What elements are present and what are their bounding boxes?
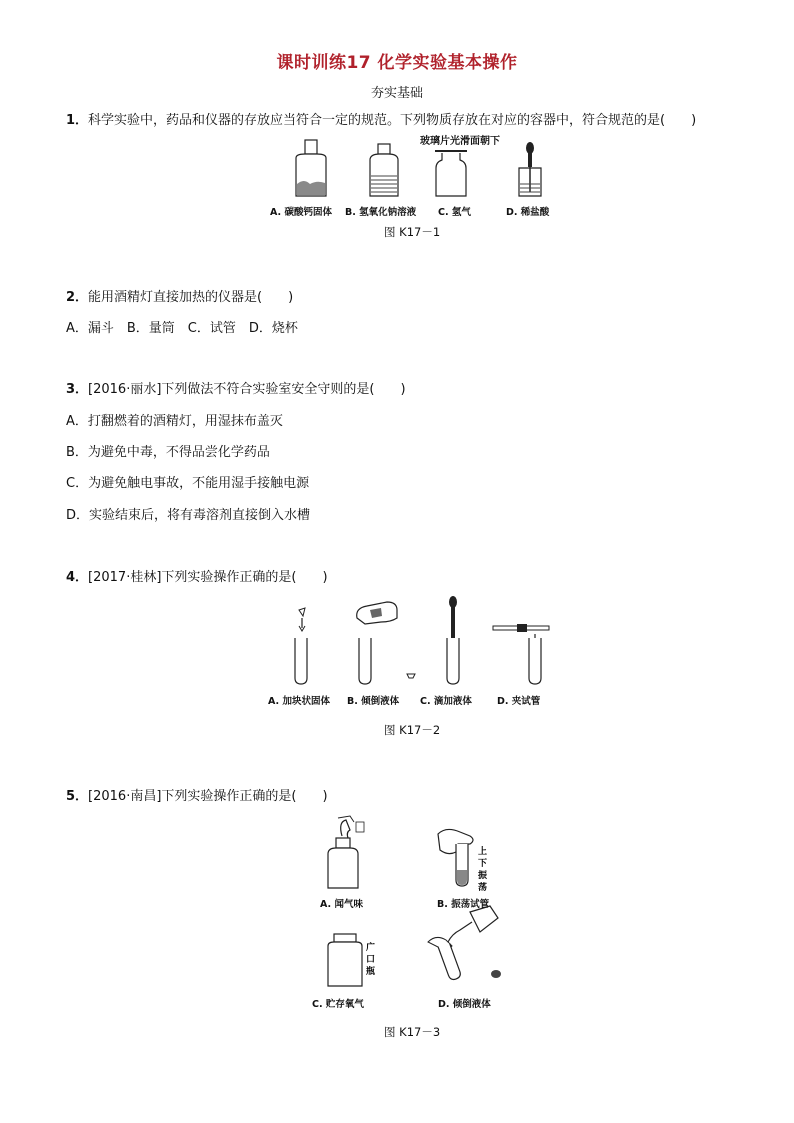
block-solid-icon bbox=[295, 608, 307, 684]
q3-option-d: D．实验结束后，将有毒溶剂直接倒入水槽 bbox=[66, 508, 311, 523]
question-text: [2016·丽水]下列做法不符合实验室安全守则的是( ) bbox=[88, 382, 406, 397]
q3-option-b: B．为避免中毒，不得品尝化学药品 bbox=[66, 445, 270, 460]
q1-option-a: A. 碳酸钙固体 bbox=[270, 207, 332, 218]
shake-label-2: 下 bbox=[478, 859, 488, 869]
q5-option-a: A. 闻气味 bbox=[320, 899, 363, 910]
pouring-bottle-icon bbox=[357, 602, 415, 684]
q5-option-c: C. 贮存氧气 bbox=[312, 999, 364, 1010]
question-text: 科学实验中，药品和仪器的存放应当符合一定的规范。下列物质存放在对应的容器中，符合规范的是( ) bbox=[88, 113, 697, 128]
shake-label-1: 上 bbox=[478, 847, 488, 857]
question-number: 1． bbox=[66, 113, 89, 128]
jar-label-2: 口 bbox=[366, 955, 376, 965]
question-3 bbox=[66, 378, 406, 397]
question-4 bbox=[66, 566, 328, 585]
question-number: 4． bbox=[66, 570, 89, 585]
gas-jar-icon bbox=[435, 151, 467, 196]
shake-label-3: 振 bbox=[478, 871, 488, 881]
q1-option-b: B. 氢氧化钠溶液 bbox=[345, 207, 417, 218]
smell-bottle-icon bbox=[328, 816, 364, 888]
shake-label-4: 荡 bbox=[478, 883, 488, 893]
q3-option-c: C．为避免触电事故，不能用湿手接触电源 bbox=[66, 476, 310, 491]
q4-option-c: C. 滴加液体 bbox=[420, 696, 472, 707]
figure-k17-1 bbox=[290, 140, 560, 200]
wide-mouth-bottle-icon bbox=[296, 140, 326, 196]
narrow-mouth-bottle-icon bbox=[370, 144, 398, 196]
figure-k17-2 bbox=[285, 596, 555, 688]
hand-shaking-tube-icon bbox=[438, 829, 487, 893]
q1-option-d: D. 稀盐酸 bbox=[506, 207, 550, 218]
q4-option-d: D. 夹试管 bbox=[497, 696, 541, 707]
figure-caption-1: 图 K17－1 bbox=[384, 225, 441, 239]
question-number: 3． bbox=[66, 382, 89, 397]
jar-label-3: 瓶 bbox=[366, 967, 376, 977]
question-2 bbox=[66, 286, 293, 305]
q2-options: A．漏斗 B．量筒 C．试管 D．烧杯 bbox=[66, 321, 298, 336]
question-number: 2． bbox=[66, 290, 89, 305]
question-number: 5． bbox=[66, 789, 89, 804]
pouring-liquid-icon bbox=[428, 906, 501, 981]
wide-mouth-jar-icon bbox=[328, 934, 375, 986]
page-title: 课时训练17 化学实验基本操作 bbox=[276, 53, 518, 73]
figure-caption-3: 图 K17－3 bbox=[384, 1025, 441, 1039]
question-1 bbox=[66, 109, 696, 128]
jar-label-1: 广 bbox=[366, 943, 376, 953]
dropper-icon bbox=[447, 596, 459, 684]
test-tube-holder-icon bbox=[493, 624, 549, 684]
q5-option-b: B. 振荡试管 bbox=[437, 899, 490, 910]
q1-option-c: C. 氢气 bbox=[438, 207, 471, 218]
question-5 bbox=[66, 785, 328, 804]
section-heading: 夯实基础 bbox=[370, 86, 423, 101]
q3-option-a: A．打翻燃着的酒精灯，用湿抹布盖灭 bbox=[66, 414, 283, 429]
question-text: [2016·南昌]下列实验操作正确的是( ) bbox=[88, 789, 328, 804]
glass-plate-note: 玻璃片光滑面朝下 bbox=[420, 136, 500, 147]
q5-option-d: D. 倾倒液体 bbox=[438, 999, 491, 1010]
figure-caption-2: 图 K17－2 bbox=[384, 723, 441, 737]
question-text: 能用酒精灯直接加热的仪器是( ) bbox=[88, 290, 294, 305]
q4-option-a: A. 加块状固体 bbox=[268, 696, 330, 707]
question-text: [2017·桂林]下列实验操作正确的是( ) bbox=[88, 570, 328, 585]
dropper-bottle-icon bbox=[519, 142, 541, 196]
q4-option-b: B. 倾倒液体 bbox=[347, 696, 400, 707]
